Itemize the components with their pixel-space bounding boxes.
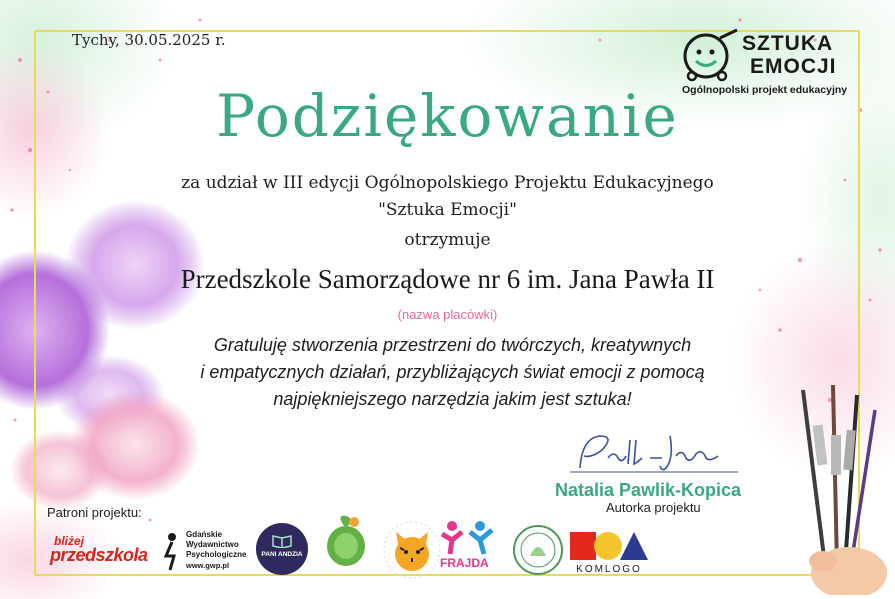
book-icon [272, 534, 292, 548]
gwp-text-4: www.gwp.pl [186, 561, 230, 570]
participation-text: za udział w III edycji Ogólnopolskiego Projektu Edukacyjnego [181, 173, 714, 193]
pani-andzia-text: PANI ANDZIA [261, 551, 303, 558]
congrats-line-2: i empatycznych działań, przybliżających świat emocji z pomocą [200, 362, 705, 382]
logo-blizej-przedszkola [50, 534, 158, 574]
green-head-logo [324, 512, 368, 568]
patrons-label: Patroni projektu: [47, 505, 142, 520]
komlogo-shapes-icon [570, 530, 648, 562]
gwp-text-1: Gdańskie [186, 530, 223, 539]
komlogo-text: KOMLOGO [576, 564, 642, 575]
logo-komlogo [570, 530, 648, 576]
author-name: Natalia Pawlik-Kopica [555, 480, 742, 500]
kids-figures-icon [438, 520, 496, 556]
gwp-figure-icon [160, 532, 182, 572]
author-role: Autorka projektu [606, 500, 701, 515]
logo-frajda [438, 520, 498, 576]
brand-subtitle: Ogólnopolski projekt edukacyjny [682, 84, 848, 96]
brand-line2: EMOCJI [750, 55, 837, 78]
congrats-line-1: Gratuluję stworzenia przestrzeni do twórczych, kreatywnych [213, 335, 692, 355]
certificate-title: Podziękowanie [216, 82, 679, 150]
project-name: "Sztuka Emocji" [378, 200, 517, 220]
handwritten-signature [570, 428, 740, 478]
recipient-hint: (nazwa placówki) [397, 307, 498, 322]
circle-seal-logo [512, 524, 564, 576]
receives-text: otrzymuje [404, 230, 491, 250]
logo-gwp [160, 530, 250, 574]
frajda-text: FRAJDA [440, 556, 489, 570]
recipient-name: Przedszkole Samorządowe nr 6 im. Jana Pawła II [180, 264, 715, 294]
gwp-text-3: Psychologiczne [186, 550, 247, 559]
date-text: Tychy, 30.05.2025 r. [72, 31, 226, 49]
paintbrush-face-icon [682, 28, 740, 84]
gwp-text-2: Wydawnictwo [186, 540, 239, 549]
blizej-top-text: bliżej [54, 534, 85, 548]
blizej-main-text: przedszkola [50, 545, 148, 565]
congrats-line-3: najpiękniejszego narzędzia jakim jest sztuka! [273, 389, 632, 409]
logo-pani-andzia [256, 523, 308, 575]
tiger-logo [380, 518, 444, 580]
paintbrushes-illustration [785, 385, 895, 595]
brand-line1: SZTUKA [742, 32, 834, 55]
